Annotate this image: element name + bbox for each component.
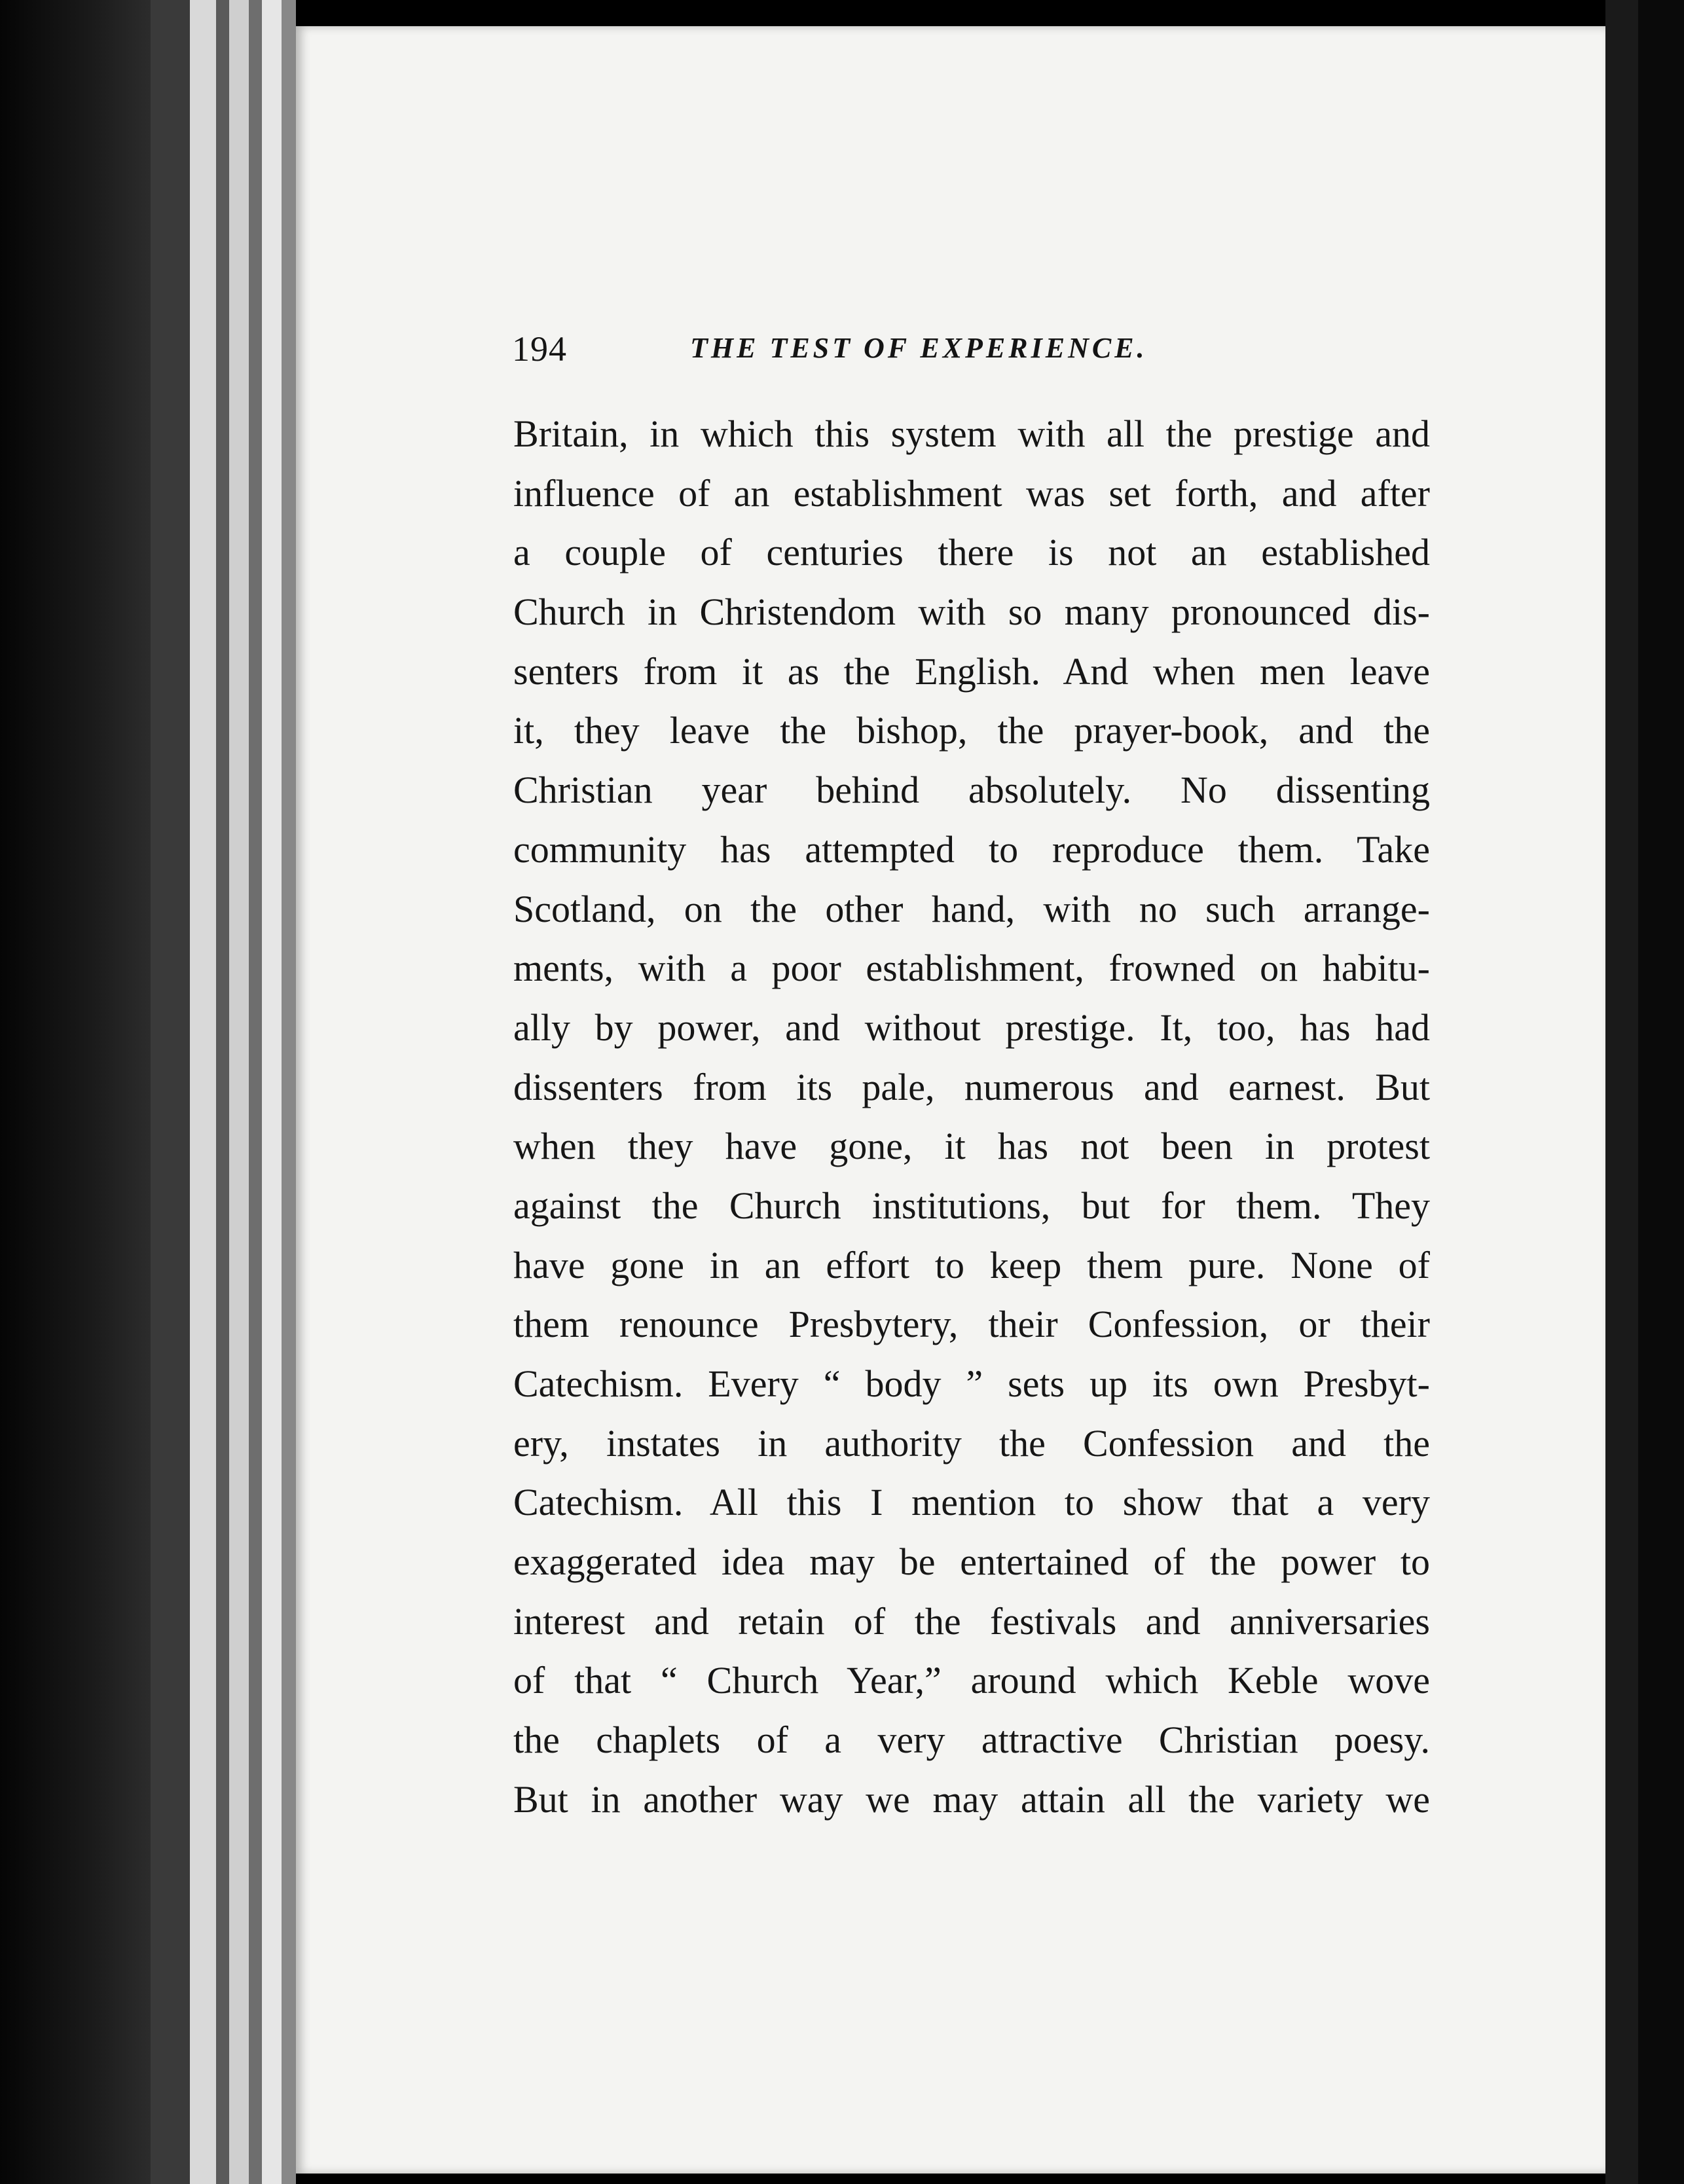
- running-head: [512, 329, 1560, 381]
- text-line: Catechism. All this I mention to show that a very: [513, 1481, 1430, 1524]
- text-line: have gone in an effort to keep them pure. None of: [513, 1243, 1430, 1286]
- scan-border: [1638, 0, 1684, 2184]
- page-edge: [249, 0, 262, 2184]
- book-binding: [0, 0, 151, 2184]
- text-line: ally by power, and without prestige. It, too, has had: [513, 1006, 1430, 1049]
- text-line: Christian year behind absolutely. No dissenting: [513, 769, 1430, 812]
- text-line: Catechism. Every “ body ” sets up its own Presbyt-: [513, 1362, 1430, 1405]
- text-line: a couple of centuries there is not an established: [513, 531, 1430, 574]
- text-line: of that “ Church Year,” around which Keble wove: [513, 1659, 1430, 1702]
- text-line: them renounce Presbytery, their Confession, or their: [513, 1303, 1430, 1346]
- text-line: dissenters from its pale, numerous and earnest. But: [513, 1065, 1430, 1108]
- body-text: [513, 405, 1430, 1830]
- text-line: it, they leave the bishop, the prayer-book, and the: [513, 709, 1430, 752]
- page-edge: [229, 0, 249, 2184]
- page-number: 194: [512, 329, 567, 369]
- text-line: exaggerated idea may be entertained of the power to: [513, 1540, 1430, 1584]
- page-edge: [216, 0, 229, 2184]
- book-page: [296, 26, 1605, 2174]
- text-line: against the Church institutions, but for them. They: [513, 1184, 1430, 1227]
- text-line: the chaplets of a very attractive Christian poesy.: [513, 1719, 1430, 1762]
- text-line: Britain, in which this system with all the prestige and: [513, 412, 1430, 455]
- text-line: Church in Christendom with so many pronounced dis-: [513, 591, 1430, 634]
- page-edge: [151, 0, 190, 2184]
- running-title: THE TEST OF EXPERIENCE.: [690, 332, 1148, 364]
- page-edge: [190, 0, 216, 2184]
- page-edge: [282, 0, 296, 2184]
- text-line: when they have gone, it has not been in protest: [513, 1125, 1430, 1168]
- text-line: ments, with a poor establishment, frowned on habitu-: [513, 947, 1430, 990]
- text-line: But in another way we may attain all the variety we: [513, 1777, 1430, 1821]
- text-line: influence of an establishment was set forth, and after: [513, 471, 1430, 515]
- text-line: interest and retain of the festivals and anniversaries: [513, 1599, 1430, 1643]
- page-edge: [262, 0, 282, 2184]
- text-line: Scotland, on the other hand, with no such arrange-: [513, 887, 1430, 930]
- text-line: senters from it as the English. And when men leave: [513, 649, 1430, 693]
- page-edge: [1605, 0, 1638, 2184]
- text-line: community has attempted to reproduce them. Take: [513, 828, 1430, 871]
- text-line: ery, instates in authority the Confession and the: [513, 1421, 1430, 1465]
